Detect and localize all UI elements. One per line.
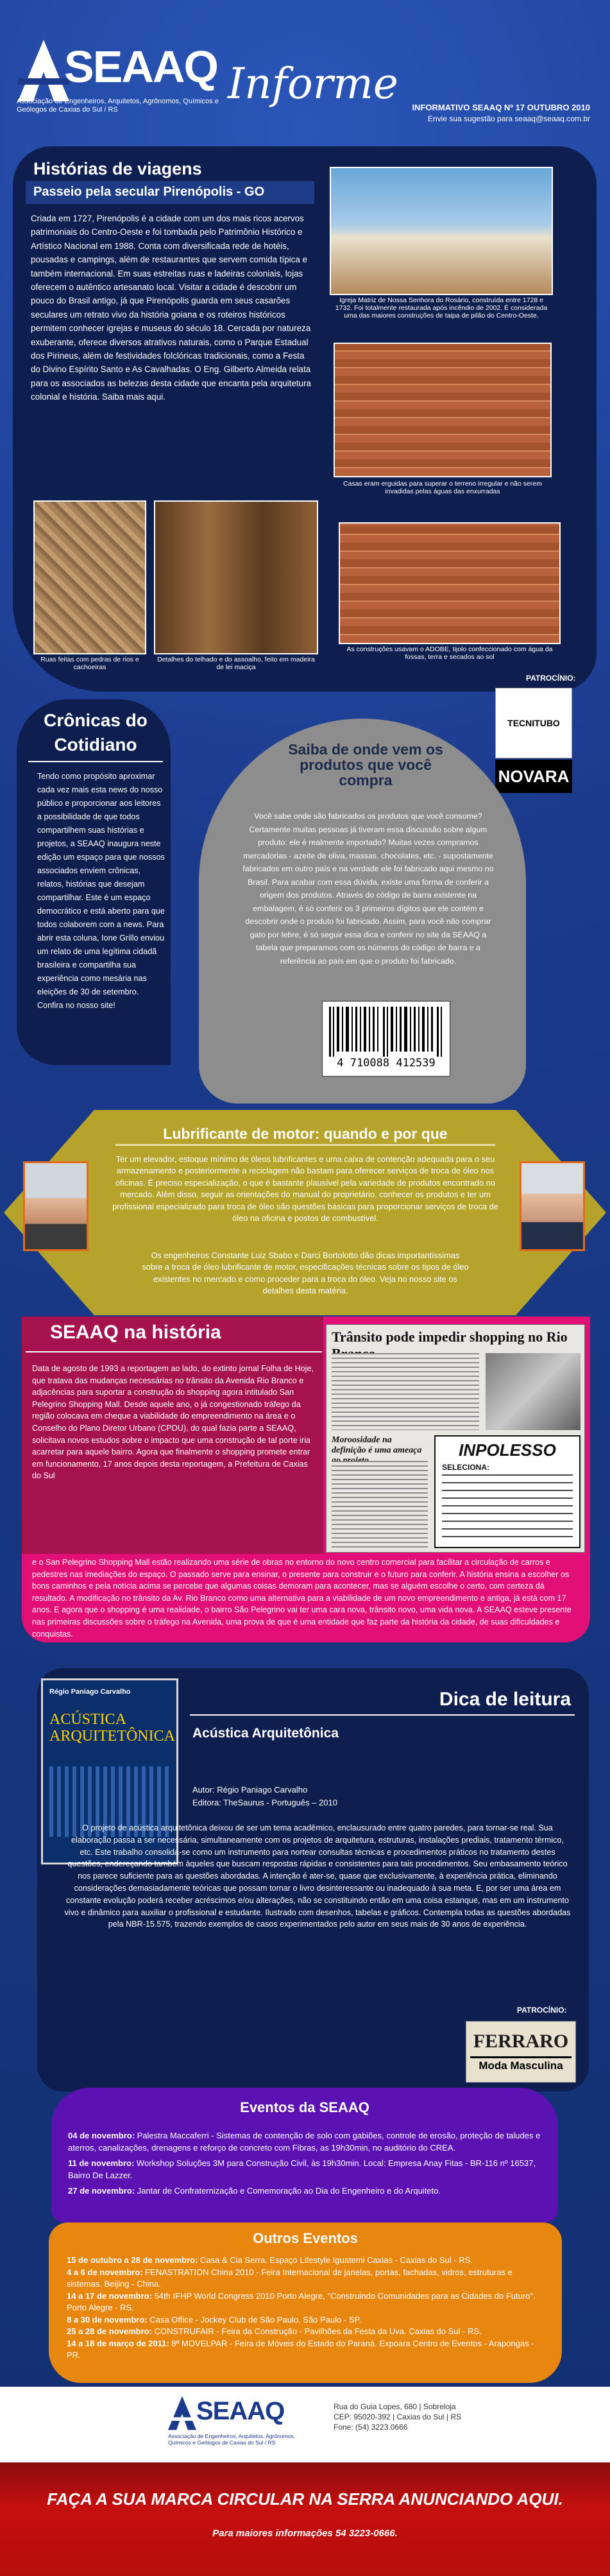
dica-body: O projeto de acústica arquitetônica deixou de ser um tema acadêmico, enclausurado entre quatro paredes, para tornar-se real. Sua elaboração passa a ser necessária, simultaneamente com os projetos de arquitetura, estruturas, instalações prediais, tratamento térmico, etc. Este trabalho consolida-se como um instrumento para nortear consultas técnicas e procedimentos práticos no tratamento destes questões, endereçando também àqueles que buscam respostas rápidas e consistentes para tais procedimentos. Seu embasamento teórico nos parece suficiente para as questões abordadas. A intenção é ater-se, quase que exclusivamente, à experiência prática, eliminando considerações demasiadamente teóricas que possam tornar o livro desinteressante ou inadequado à sua meta. E, por ser uma área em constante evolução poderá receber acréscimos e/ou alterações, não se constituindo então em uma coisa estanque, mas em um instrumento vivo e dinâmico para auxiliar o profissional e estudante. Ilustrado com desenhos, tabelas e gráficos. Contempla todas as questões abordadas pela NBR-15.575, trazendo exemplos de casos experimentados pelo autor em seus mais de 30 anos de experiência. (64, 1823, 571, 1929)
evento-item (68, 2130, 549, 2154)
seaaq-logo-icon (18, 40, 69, 101)
clip-text-lines (332, 1353, 479, 1430)
outro-text: Casa & Cia Serra. Espaço Lifestyle Iguatemi Caxias - Caxias do Sul - RS. (198, 2255, 473, 2265)
historias-body: Criada em 1727, Pirenópolis é a cidade com um dos mais ricos acervos patrimoniais do Centro-Oeste e foi tombada pelo Patrimônio Histórico e Artístico Nacional em 1988. Conta com diversificada rede de hotéis, pousadas e campings, além de restaurantes que servem comida típica e também internacional. Em suas estreitas ruas e ladeiras coloniais, lojas oferecem o autêntico artesanato local. Visitar a cidade é descobrir um pouco do Brasil antigo, já que Pirenópolis guarda em seus casarões seculares um retrato vivo da história goiana e os roteiros históricos permitem conhecer igrejas e museus do século 18. Cercada por natureza exuberante, oferece diversos atrativos naturais, como o Parque Estadual dos Pirineus, além de festividades folclóricas tradicionais, como a Festa do Divino Espírito Santo e As Cavalhadas. O Eng. Gilberto Almeida relata para os associados as belezas desta cidade que encanta pela arquitetura colonial e história. Saiba mais aqui. (31, 214, 311, 402)
outro-item (67, 2267, 548, 2290)
clip-photo (486, 1353, 580, 1430)
caption-adobe: As construções usavam o ADOBE, tijolo confeccionado com água da fossas, terra e secados ao sol (346, 645, 553, 661)
evento-item (68, 2185, 549, 2197)
footer-address1: Rua do Guia Lopes, 680 | Sobreloja (334, 2402, 456, 2411)
cronicas-title: Crônicas do Cotidiano (44, 710, 148, 755)
clip-ad (434, 1435, 580, 1548)
sponsor-ferraro-name: FERRARO (473, 2031, 569, 2052)
outro-text: FENASTRATION China 2010 - Feira Internacional de janelas, portas, fachadas, vidros, estruturas e sistemas. Beijing - China. (67, 2267, 513, 2289)
saiba-body: Você sabe onde são fabricados os produtos que você consome? Certamente muitas pessoas já tiveram essa discussão sobre algum produto: ele é realmente importado? Muitas vezes compramos mercadorias - azeite de oliva, massas, chocolates, etc. - supostamente fabricados em outro país e na verdade ele foi fabricado aqui mesmo no Brasil. Para acabar com essa dúvida, existe uma forma de conferir a origem dos produtos. Através do código de barra existente na embalagem, é só conferir os 3 primeiros dígitos que ele contém e descobrir onde o produto foi fabricado. Assim, para você não comprar gato por lebre, é só seguir essa dica e conferir no site da SEAAQ a tabela que preparamos com os números do código de barra e a referência ao país em que o produto foi fabricado. (242, 812, 494, 966)
logo-script: Informe (228, 59, 398, 108)
footer-logo-text: SEAAQ (196, 2397, 285, 2425)
outro-item (67, 2255, 548, 2267)
outro-date: 25 a 28 de novembro: (67, 2326, 152, 2336)
clip-brand: INPOLESSO (459, 1440, 556, 1460)
clip-title: Trânsito pode impedir shopping no Rio (332, 1329, 568, 1345)
dica-title-line (190, 1714, 575, 1716)
cronicas-divider (28, 761, 163, 762)
caption-houses: Casas eram erguidas para superar o terreno irregular e não serem invadidas pelas águas das enxurradas (343, 480, 542, 495)
outro-date: 4 a 6 de novembro: (67, 2267, 143, 2277)
footer-phone: Fone: (54) 3223.0666 (334, 2423, 408, 2432)
historia-body: Data de agosto de 1993 a reportagem ao lado, do extinto jornal Folha de Hoje, que tratava das mudanças necessárias no trânsito da Avenida Rio Branco e adjacências para suportar a construção do shopping agora intitulado San Pelegrino Shopping Mall. Desde aquele ano, o já congestionado tráfego da região colocava em cheque a viabilidade do empreendimento na área e o Conselho do Plano Diretor Urbano (CPDU), do qual fazia parte a SEAAQ, solicitava novos estudos sobre o impacto que uma construção de tal porte iria acarretar para aquele bairro. Agora que finalmente o shopping promete entrar em funcionamento, 17 anos depois desta reportagem, a Prefeitura de Caxias do Sul (32, 1364, 314, 1481)
barcode-icon (323, 1002, 450, 1059)
footer-info (0, 2387, 610, 2462)
saiba-title: Saiba de onde vem os produtos que você compra (288, 741, 443, 789)
eventos-title: Eventos da SEAAQ (240, 2099, 369, 2115)
engineer-left-photo (23, 1161, 89, 1251)
outro-date: 14 a 18 de março de 2011: (67, 2338, 169, 2348)
barcode (322, 1001, 450, 1077)
outro-text: 54th IFHP World Congress 2010 Porto Alegre, "Construindo Comunidades para as Cidades do Futuro". Porto Alegre - RS. (67, 2290, 536, 2312)
logo-text: SEAAQ (64, 42, 217, 92)
outro-text: CONSTRUFAIR - Feira da Construção - Pavilhões da Festa da Uva. Caxias do Sul - RS. (151, 2326, 482, 2336)
outro-date: 14 a 17 de novembro: (67, 2290, 152, 2301)
cronicas-body: Tendo como propósito aproximar cada vez mais esta news do nosso público e proporcionar aos leitores a possibilidade de que todos compartilhem suas histórias e projetos, a SEAAQ inaugura neste edição um espaço para que nossos associados enviem crônicas, relatos, histórias que desejam compartilhar. Este é um espaço democrático e está aberto para que todos colaborem com a news. Para abrir esta coluna, Ione Grillo enviou um relato de uma legítima cidadã brasileira e compartilha sua experiência como mesária nas eleições de 30 de setembro. Confira no nosso site! (37, 772, 165, 1010)
outro-date: 15 de outubro a 28 de novembro: (67, 2255, 198, 2265)
outro-item (67, 2338, 548, 2362)
caption-church: Igreja Matriz de Nossa Senhora do Rosário, construída entre 1728 e 1732. Foi totalmente restaurada após incêndio de 2002. É considerada uma das maiores construções de taipa de pilão do Centro-Oeste. (335, 296, 548, 320)
caption-street: Ruas feitas com pedras de rios e cachoeiras (40, 656, 139, 671)
historia-title: SEAAQ na história (50, 1322, 221, 1343)
clip-ad-lines (442, 1474, 573, 1539)
outro-text: Casa Office - Jockey Club de São Paulo. São Paulo - SP. (147, 2314, 362, 2324)
footer-logo-sub: Associação de Engenheiros, Arquitetos, Agrônomos, Químicos e Geólogos de Caxias do Sul / RS (168, 2433, 295, 2446)
historia-title-line (26, 1351, 322, 1352)
outro-item (67, 2326, 548, 2338)
photo-houses (334, 343, 552, 477)
dica-patrocinio-label: PATROCÍNIO: (517, 2006, 567, 2015)
book-cover-title: ACÚSTICA ARQUITETÔNICA (49, 1711, 175, 1744)
sponsor-tecnitubo[interactable] (495, 688, 572, 758)
eventos-list (68, 2130, 549, 2197)
evento-text: Jantar de Confraternização e Comemoração ao Dia do Engenheiro e do Arquiteto. (135, 2186, 441, 2196)
outros-list (67, 2255, 548, 2362)
outro-date: 8 a 30 de novembro: (67, 2314, 148, 2324)
book-author: Autor: Régio Paniago Carvalho (192, 1785, 308, 1795)
footer-banner[interactable] (0, 2462, 610, 2576)
sponsor-novara-name: NOVARA (498, 766, 570, 786)
lubrificante-title: Lubrificante de motor: quando e por que (163, 1125, 448, 1142)
evento-date: 27 de novembro: (68, 2186, 135, 2196)
book-cover-author: Régio Paniago Carvalho (49, 1688, 131, 1696)
historia-body-full: e o San Pelegrino Shopping Mall estão realizando uma série de obras no entorno do novo centro comercial para facilitar a circulação de carros e pedestres nas imediações do espaço. O passado serve para ensinar, o presente para construir e o futuro para conferir. A história ensina a escolher os bons caminhos e pela notícia acima se percebe que algumas coisas demoram para acontecer, mas se alguém escolhe o certo, com certeza dá resultado. A modificação no trânsito da Av. Rio Branco como uma alternativa para a viabilidade de um novo empreendimento e antiga, já está com 17 anos. E agora que o shopping é uma realidade, o bairro São Pelegrino vai ter uma cara nova, trânsito novo, uma vida nova. A SEAAQ esteve presente nas primeiras discussões sobre o tráfego na Avenida, uma prova de que é uma entidade que faz parte da história da cidade, de suas dificuldades e conquistas. (32, 1558, 572, 1639)
book-publisher: Editora: TheSaurus - Português – 2010 (192, 1798, 337, 1807)
footer-logo-icon (168, 2396, 196, 2430)
footer-address2: CEP: 95020-392 | Caxias do Sul | RS (334, 2412, 462, 2421)
engineer-right-photo (520, 1161, 585, 1251)
photo-roof (154, 500, 318, 654)
sponsor-ferraro[interactable] (466, 2021, 576, 2083)
clip-text-lines-2 (332, 1461, 428, 1548)
suggest-email[interactable]: Envie sua sugestão para seaaq@seaaq.com.br (427, 114, 590, 123)
patrocinio-label: PATROCÍNIO: (526, 674, 576, 683)
clip-ad-label: SELECIONA: (442, 1463, 490, 1472)
clip-subtitle: Moroosidade na definição é uma ameaça (332, 1435, 422, 1455)
barcode-number: 4 710088 412539 (337, 1057, 436, 1070)
sponsor-ferraro-sub: Moda Masculina (470, 2056, 572, 2072)
lubrificante-body: Ter um elevador, estoque mínimo de óleos lubrificantes e uma caixa de contenção adequada para o seu armazenamento e posteriormente a reciclagem não bastam para oferecer serviços de troca de óleo nos oficinas. É preciso especialização, o que é bastante plausível pela variedade de produtos encontrado no mercado. Além disso, seguir as orientações do manual do proprietário, conhecer os produtos e ter um profissional especializado para troca de óleo são questões básicas para proporcionar serviços de troca de óleo na oficina e postos de combustível. (112, 1154, 498, 1224)
sponsor-tecnitubo-name: TECNITUBO (507, 718, 560, 728)
header (0, 0, 610, 148)
photo-adobe (339, 522, 561, 644)
dica-title: Dica de leitura (439, 1689, 571, 1710)
footer-banner-sub: Para maiores informações 54 3223-0666. (212, 2528, 398, 2539)
photo-street (33, 500, 146, 654)
evento-date: 11 de novembro: (68, 2158, 135, 2168)
footer-banner-text: FAÇA A SUA MARCA CIRCULAR NA SERRA ANUNCIANDO AQUI. (47, 2489, 563, 2509)
evento-date: 04 de novembro: (68, 2131, 135, 2140)
outro-item (67, 2314, 548, 2326)
historias-title: Histórias de viagens (33, 159, 202, 178)
outro-text: 8ª MOVELPAR - Feira de Móveis do Estado do Paraná. Expoara Centro de Eventos - Arapongas - PR. (67, 2338, 534, 2360)
photo-church (330, 167, 553, 295)
logo-subtitle: Associação de Engenheiros, Arquitetos, Agrônomos, Químicos e Geólogos de Caxias do Sul / RS (17, 98, 219, 114)
evento-text: Palestra Maccaferri - Sistemas de contenção de solo com gabiões, controle de erosão, proteção de taludes e aterros, canalizações, drenagens e reforço de concreto com Fibras, as 19h30min, no auditório do CREA. (68, 2131, 541, 2153)
lubrificante-body2: Os engenheiros Constante Luiz Sbabo e Darci Bortolotto dão dicas importantíssimas sobre a troca de óleo lubrificante de motor, especificações técnicas sobre os tipos de óleo existentes no mercado e como proceder para a troca do óleo. Veja no nosso site os detalhes desta matéria. (142, 1250, 469, 1296)
issue-info: INFORMATIVO SEAAQ Nº 17 OUTUBRO 2010 (412, 103, 590, 112)
evento-text: Workshop Soluções 3M para Construção Civil, às 19h30min. Local: Empresa Anay Fitas - BR-116 nº 16537, Bairro De Lazzer. (68, 2158, 536, 2180)
outro-item (67, 2290, 548, 2314)
book-title: Acústica Arquitetônica (192, 1726, 339, 1741)
outros-title: Outros Eventos (253, 2230, 358, 2246)
newspaper-clip (326, 1324, 585, 1553)
sponsor-novara[interactable] (495, 760, 572, 793)
caption-roof: Detalhes do telhado e do assoalho, feito em madeira de lei maciça (157, 656, 315, 671)
historias-subtitle: Passeio pela secular Pirenópolis - GO (33, 185, 265, 199)
evento-item (68, 2158, 549, 2181)
